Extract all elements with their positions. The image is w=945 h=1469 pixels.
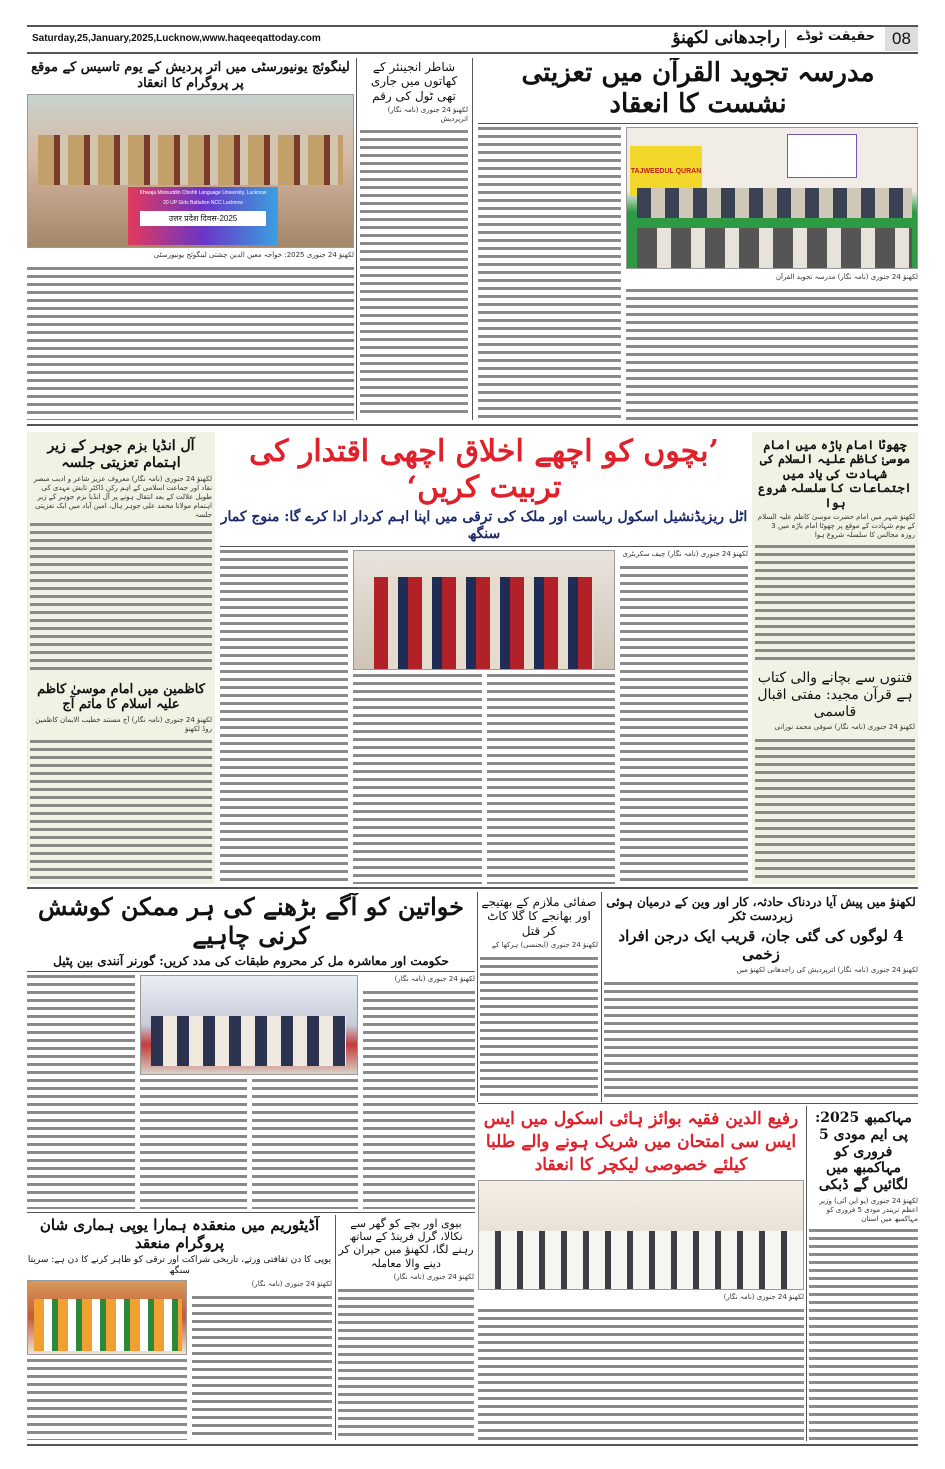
col-rule	[806, 1106, 807, 1441]
auditorium-story	[27, 1216, 332, 1440]
ncc-banner	[128, 187, 278, 245]
header-top-rule	[27, 25, 918, 27]
atal-body-col1	[220, 550, 348, 884]
women-story	[27, 893, 475, 1209]
safai-body: لکھنؤ 24 جنوری (ایجنسی) ہرکھا کے	[480, 941, 598, 1100]
accident-headline: لکھنؤ میں پیش آیا دردناک حادثہ، کار اور وین کے درمیان ہوئی زبردست ٹکر	[606, 895, 916, 924]
performers	[34, 1299, 182, 1351]
ncc-photo	[27, 94, 354, 248]
mahakumbh-headline: مہاکمبھ 2025: پی ایم مودی 5 فروری کو مہاکمبھ میں لگائیں گے ڈبکی	[815, 1110, 912, 1194]
praying-students	[637, 228, 912, 269]
atal-body-col3	[487, 674, 616, 884]
wife-story	[338, 1217, 474, 1440]
engineer-headline: شاطر انجینئر کے کھاتوں میں جاری تھی ٹول کی رقم	[370, 60, 458, 103]
lecture-photo	[478, 1180, 804, 1290]
mahakumbh-story	[809, 1110, 918, 1440]
audience	[151, 1016, 346, 1066]
atal-body-col4: لکھنؤ 24 جنوری (نامہ نگار) چیف سکریٹری	[620, 550, 748, 884]
safai-story	[480, 895, 598, 1100]
wife-body: لکھنؤ 24 جنوری (نامہ نگار)	[338, 1273, 474, 1440]
language-univ-body: لکھنؤ 24 جنوری 2025: خواجہ معین الدین چشتی لینگوئج یونیورسٹی	[27, 251, 354, 420]
seated-people	[637, 188, 912, 218]
accident-story	[604, 895, 918, 1100]
atal-story	[220, 434, 748, 884]
col-rule	[335, 1215, 336, 1440]
divider	[478, 123, 918, 124]
paper-logo: حقیقت ٹوڈے	[796, 29, 876, 44]
divider	[27, 971, 475, 972]
madrasa-body-right: لکھنؤ 24 جنوری (نامہ نگار) مدرسہ تجوید القرآن	[626, 273, 918, 420]
safai-headline: صفائی ملازم کے بھتیجے اور بھانجے کا گلا کاٹ کر قتل	[481, 895, 597, 938]
women-body-col1	[27, 975, 135, 1209]
col-rule	[477, 892, 478, 1102]
page-number: 08	[885, 27, 918, 51]
header-divider	[785, 30, 786, 48]
auditorium-subhead: یوپی کا دن ثقافتی ورثے، تاریخی شراکت اور ترقی کو ظاہر کرنے کا دن ہے: سریتا سنگھ	[27, 1255, 332, 1276]
atal-headline: ’بچوں کو اچھے اخلاق اچھی اقتدار کی تربیت کریں‘	[249, 434, 719, 505]
wife-headline: بیوی اور بچے کو گھر سے نکالا، گرل فرینڈ کے ساتھ رہنے لگا، لکھنؤ میں حیران کر دینے والا معاملہ	[338, 1217, 474, 1270]
mahakumbh-body: لکھنؤ 24 جنوری (یو این آئی) وزیر اعظم نریندر مودی 5 فروری کو مہاکمبھ میں اسنان	[809, 1197, 918, 1440]
photo-banner: TAJWEEDUL QURAN	[630, 146, 702, 196]
accident-body: لکھنؤ 24 جنوری (نامہ نگار) اترپردیش کی راجدھانی لکھنؤ میں	[604, 966, 918, 1100]
section-rule	[27, 887, 918, 889]
engineer-body: لکھنؤ 24 جنوری (نامہ نگار) اترپردیش	[360, 106, 468, 418]
kazmain-body: لکھنؤ 24 جنوری (نامہ نگار) آج مستند خطیب الایمان کاظمین روڈ لکھنؤ	[30, 716, 212, 882]
banner-line: उत्तर प्रदेश दिवस-2025	[140, 211, 266, 226]
rafiuddin-story	[478, 1108, 804, 1440]
atal-subhead: اٹل ریزیڈنشیل اسکول ریاست اور ملک کی ترقی میں اپنا اہم کردار ادا کرے گا: منوج کمار سنگھ	[220, 509, 748, 542]
rafiuddin-headline: رفیع الدین فقیہ بوائز ہائی اسکول میں ایس ایس سی امتحان میں شریک ہونے والے طلبا کیلئے خصوصی لیکچر کا انعقاد	[483, 1109, 799, 1175]
madrasa-headline: مدرسہ تجوید القرآن میں تعزیتی نشست کا انعقاد	[521, 58, 875, 120]
col-rule	[472, 58, 473, 420]
auditorium-body-col1	[27, 1359, 187, 1440]
quran-body: لکھنؤ 24 جنوری (نامہ نگار) صوفی محمد نورانی	[755, 723, 915, 882]
divider	[220, 546, 748, 547]
header-bottom-rule	[27, 52, 918, 54]
col-rule	[356, 58, 357, 420]
cadets	[38, 135, 343, 185]
governor-photo	[140, 975, 358, 1075]
imambara-body: لکھنؤ شہر میں امام حضرت موسیٰ کاظم علیہ السلام کے یوم شہادت کے موقع پر چھوٹا امام باڑہ میں 3 روزہ مجالس کا سلسلہ شروع ہوا	[755, 513, 915, 663]
students	[479, 1231, 804, 1290]
bazm-body: لکھنؤ 24 جنوری (نامہ نگار) معروف عزیز شاعر و ادیب مبصر نقاد اور جماعت اسلامی کے اہم رکن ڈاکٹر تابش مہدی کی طویل علالت کے بعد انتقال ہونے پر آل انڈیا بزم جوہر کے زیر اہتمام مولانا محمد علی جوہر ہال، امین آباد میں ایک تعزیتی جلسہ	[30, 475, 212, 675]
kazmain-headline: کاظمین میں امام موسیٰ کاظم علیہ اسلام کا ماتم آج	[37, 681, 205, 713]
auditorium-body-col2: لکھنؤ 24 جنوری (نامہ نگار)	[192, 1280, 332, 1440]
quran-headline: فتنوں سے بچانے والی کتاب ہے قرآن مجید: مفتی اقبال قاسمی	[757, 669, 913, 720]
left-sidebar	[27, 432, 215, 884]
banner-line: Khwaja Moinuddin Chishti Language University, Lucknow	[139, 190, 267, 197]
section-title: راجدھانی لکھنؤ	[672, 28, 780, 48]
banner-line: 20 UP Girls Battalion NCC Lucknow	[163, 200, 243, 207]
students-and-officials	[374, 577, 594, 670]
divider	[478, 1103, 918, 1104]
women-headline: خواتین کو آگے بڑھنے کی ہر ممکن کوشش کرنی چاہیے	[38, 893, 464, 950]
section-rule	[27, 424, 918, 426]
women-body-col3	[252, 1079, 359, 1209]
col-rule	[601, 892, 602, 1102]
auditorium-photo	[27, 1280, 187, 1355]
accident-subhead: 4 لوگوں کی گئی جان، قریب ایک درجن افراد زخمی	[618, 926, 904, 963]
madrasa-body-left	[478, 127, 621, 420]
divider	[27, 1212, 475, 1213]
women-body-col2	[140, 1079, 247, 1209]
footer-rule	[27, 1444, 918, 1446]
atal-body-col2	[353, 674, 482, 884]
rafiuddin-body: لکھنؤ 24 جنوری (نامہ نگار)	[478, 1293, 804, 1440]
date-line: Saturday,25,January,2025,Lucknow,www.haqeeqattoday.com	[32, 33, 321, 44]
right-sidebar	[752, 432, 918, 884]
madrasa-story	[478, 58, 918, 420]
auditorium-headline: آڈیٹوریم میں منعقدہ ہمارا یوپی ہماری شان پروگرام منعقد	[39, 1216, 320, 1252]
bazm-headline: آل انڈیا بزم جوہر کے زیر اہتمام تعزیتی جلسہ	[47, 438, 195, 471]
women-subhead: حکومت اور معاشرہ مل کر محروم طبقات کی مدد کریں: گورنر آنندی بین پٹیل	[53, 953, 449, 968]
language-univ-story	[27, 60, 354, 420]
engineer-story	[360, 60, 468, 418]
madrasa-photo	[626, 127, 918, 269]
language-univ-headline: لینگوئج یونیورسٹی میں اتر پردیش کے یوم تاسیس کے موقع پر پروگرام کا انعقاد	[31, 60, 350, 91]
wall-poster	[787, 134, 857, 178]
imambara-headline: چھوٹا امام باڑہ میں امام موسیٰ کاظم علیہ السلام کی شہادت کی یاد میں اجتماعات کا سلسلہ شروع ہوا	[758, 438, 912, 510]
women-body-col4: لکھنؤ 24 جنوری (نامہ نگار)	[363, 975, 475, 1209]
atal-photo	[353, 550, 615, 670]
